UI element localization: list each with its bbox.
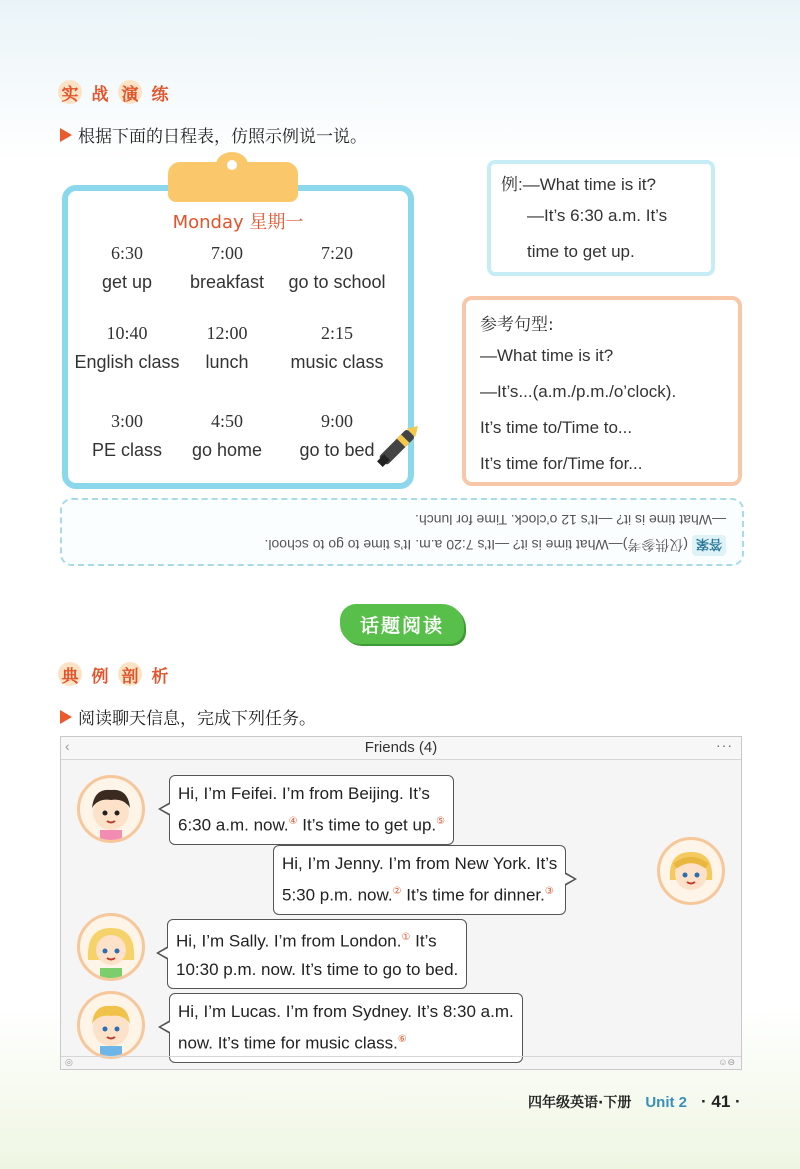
schedule-activity: English class xyxy=(74,352,180,372)
avatar-lucas xyxy=(77,991,145,1059)
reference-box xyxy=(462,296,742,486)
schedule-title: Monday 星期一 xyxy=(172,212,304,233)
message-line: Hi, I’m Sally. I’m from London.① It’s xyxy=(176,931,437,951)
page-number: · 41 · xyxy=(701,1092,741,1111)
chat-bubble-lucas xyxy=(169,993,523,1063)
pen-icon xyxy=(364,420,424,480)
answer-line-2: —What time is it? —It’s 12 o’clock. Time for lunch. xyxy=(415,512,726,528)
message-line: 6:30 a.m. now.④ It’s time to get up.⑤ xyxy=(178,815,446,835)
schedule-activity: get up xyxy=(101,272,153,292)
schedule-cell xyxy=(282,243,392,293)
marker: ② xyxy=(392,886,402,897)
header-char: 典 xyxy=(58,662,82,686)
more-options-icon[interactable]: ··· xyxy=(716,737,733,753)
reference-line: —What time is it? xyxy=(480,346,614,365)
schedule-time: 10:40 xyxy=(106,323,148,343)
schedule-activity: go to school xyxy=(288,272,386,292)
example-line: —It’s 6:30 a.m. It’s xyxy=(527,206,668,225)
header-char: 演 xyxy=(118,80,142,104)
chat-title: Friends (4) xyxy=(364,739,438,756)
schedule-cell xyxy=(172,323,282,373)
answer-text: (仅供参考)—What time is it? —It’s 7:20 a.m. It’s time to go to school. xyxy=(264,537,688,554)
header-char: 练 xyxy=(151,84,169,105)
girl-avatar-icon xyxy=(80,916,142,978)
schedule-time: 9:00 xyxy=(320,411,353,431)
schedule-cell xyxy=(172,411,282,461)
unit-label: Unit 2 xyxy=(645,1094,687,1111)
message-line: Hi, I’m Jenny. I’m from New York. It’s xyxy=(282,854,558,873)
header-char: 实 xyxy=(58,80,82,104)
boy-avatar-icon xyxy=(80,994,142,1056)
reference-title: 参考句型: xyxy=(480,315,554,335)
reference-line: It’s time for/Time for... xyxy=(480,454,643,473)
schedule-activity: go to bed xyxy=(299,440,375,460)
emoji-icon[interactable]: ☺⊖ xyxy=(718,1057,735,1067)
practice-instruction xyxy=(60,122,367,147)
voice-icon[interactable]: ◎ xyxy=(65,1057,73,1067)
topic-reading-badge: 话题阅读 xyxy=(340,604,464,644)
avatar-feifei xyxy=(77,775,145,843)
schedule-time: 12:00 xyxy=(206,323,248,343)
schedule-time: 6:30 xyxy=(110,243,143,263)
chat-bubble-sally xyxy=(167,919,467,989)
answer-box xyxy=(60,498,744,566)
message-line: Hi, I’m Lucas. I’m from Sydney. It’s 8:30 a.m. xyxy=(178,1002,514,1021)
schedule-time: 3:00 xyxy=(110,411,143,431)
example-line: 例:—What time is it? xyxy=(501,175,656,194)
schedule-time: 7:20 xyxy=(320,243,353,263)
schedule-time: 2:15 xyxy=(320,323,353,343)
header-char: 析 xyxy=(151,666,169,687)
schedule-cell xyxy=(282,323,392,373)
schedule-time: 4:50 xyxy=(210,411,243,431)
header-char: 例 xyxy=(91,666,109,687)
triangle-bullet-icon xyxy=(60,710,72,724)
boy-avatar-icon xyxy=(80,778,142,840)
schedule-cell xyxy=(72,411,182,461)
schedule-time: 7:00 xyxy=(210,243,243,263)
marker: ① xyxy=(401,932,411,943)
marker: ⑥ xyxy=(397,1034,407,1045)
message-line: 10:30 p.m. now. It’s time to go to bed. xyxy=(176,959,459,979)
practice-section-header xyxy=(58,80,172,104)
example-box xyxy=(487,160,715,276)
schedule-activity: music class xyxy=(290,352,384,372)
instruction-text: 阅读聊天信息，完成下列任务。 xyxy=(78,709,316,729)
chat-header xyxy=(61,737,741,760)
back-icon[interactable]: ‹ xyxy=(65,738,70,754)
analysis-section-header xyxy=(58,662,172,686)
page-footer xyxy=(528,1092,741,1112)
schedule-cell xyxy=(72,323,182,373)
message-line: Hi, I’m Feifei. I’m from Beijing. It’s xyxy=(178,784,430,803)
triangle-bullet-icon xyxy=(60,128,72,142)
chat-window xyxy=(60,736,742,1070)
answer-upside-down xyxy=(62,500,742,564)
instruction-text: 根据下面的日程表，仿照示例说一说。 xyxy=(78,127,367,147)
analysis-instruction xyxy=(60,704,316,729)
chat-bubble-jenny xyxy=(273,845,566,915)
example-line: time to get up. xyxy=(527,242,635,261)
reference-line: It’s time to/Time to... xyxy=(480,418,633,437)
girl-avatar-icon xyxy=(660,840,722,902)
clip-hole xyxy=(227,160,237,170)
schedule-activity: PE class xyxy=(91,440,163,460)
reference-line: —It’s...(a.m./p.m./o’clock). xyxy=(480,382,677,401)
marker: ⑤ xyxy=(436,816,446,827)
header-char: 剖 xyxy=(118,662,142,686)
marker: ③ xyxy=(544,886,554,897)
message-line: 5:30 p.m. now.② It’s time for dinner.③ xyxy=(282,885,554,905)
answer-tag: 答案 xyxy=(692,535,726,556)
schedule-cell xyxy=(72,243,182,293)
header-char: 战 xyxy=(91,84,109,105)
schedule-cell xyxy=(172,243,282,293)
answer-line-1 xyxy=(264,535,726,556)
book-title: 四年级英语·下册 xyxy=(528,1095,632,1111)
schedule-activity: go home xyxy=(191,440,263,460)
chat-bubble-feifei xyxy=(169,775,454,845)
chat-footer xyxy=(61,1056,741,1069)
marker: ④ xyxy=(288,816,298,827)
avatar-sally xyxy=(77,913,145,981)
schedule-activity: lunch xyxy=(205,352,249,372)
message-line: now. It’s time for music class.⑥ xyxy=(178,1033,407,1053)
avatar-jenny xyxy=(657,837,725,905)
schedule-activity: breakfast xyxy=(189,272,265,292)
